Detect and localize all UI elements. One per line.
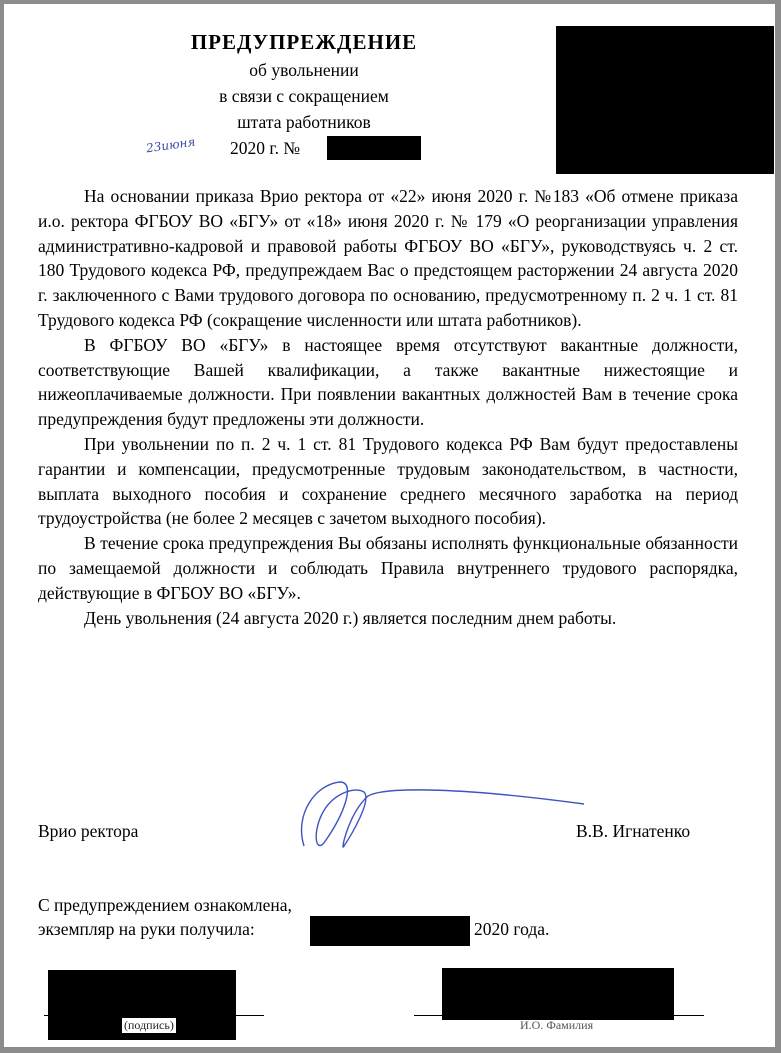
paragraph-1: На основании приказа Врио ректора от «22» июня 2020 г. №183 «Об отмене приказа и.о. ректора ФГБОУ ВО «БГУ» от «18» июня 2020 г. № 179 «О реорганизации управления административно-кадровой и правовой работы ФГБОУ ВО «БГУ», руководствуясь ч. 2 ст. 180 Трудового кодекса РФ, предупреждаем Вас о предстоящем расторжении 24 августа 2020 г. заключенного с Вами трудового договора по основанию, предусмотренному п. 2 ч. 1 ст. 81 Трудового кодекса РФ (сокращение численности или штата работников). bbox=[38, 186, 738, 330]
ack-line-1: С предупреждением ознакомлена, bbox=[38, 895, 292, 915]
date-year-number: 2020 г. № bbox=[230, 138, 301, 158]
signature-caption: (подпись) bbox=[124, 1018, 174, 1032]
signer-position: Врио ректора bbox=[38, 821, 139, 841]
signer-name: В.В. Игнатенко bbox=[576, 821, 691, 841]
name-line bbox=[414, 1015, 704, 1016]
handwritten-date: 23июня bbox=[145, 134, 197, 156]
subtitle-line-3: штата работников bbox=[237, 112, 371, 132]
signature-scribble bbox=[286, 774, 596, 864]
subtitle-line-2: в связи с сокращением bbox=[219, 86, 389, 106]
document-page bbox=[4, 4, 775, 1047]
paragraph-5: День увольнения (24 августа 2020 г.) является последним днем работы. bbox=[84, 607, 617, 628]
redacted-ack-date bbox=[310, 916, 470, 946]
ack-line-2-prefix: экземпляр на руки получила: bbox=[38, 919, 255, 939]
subtitle-line-1: об увольнении bbox=[249, 60, 359, 80]
paragraph-2: В ФГБОУ ВО «БГУ» в настоящее время отсутствуют вакантные должности, соответствующие Вашей квалификации, а также вакантные нижестоящие и нижеоплачиваемые должности. При появлении вакантных должностей Вам в течение срока предупреждения будут предложены эти должности. bbox=[38, 334, 738, 430]
paragraph-4: В течение срока предупреждения Вы обязаны исполнять функциональные обязанности по замещаемой должности и соблюдать Правила внутреннего трудового распорядка, действующие в ФГБОУ ВО «БГУ». bbox=[38, 533, 738, 603]
redacted-number bbox=[327, 136, 421, 160]
paragraph-3: При увольнении по п. 2 ч. 1 ст. 81 Трудового кодекса РФ Вам будут предоставлены гарантии и компенсации, предусмотренные трудовым законодательством, в частности, выплата выходного пособия и сохранение среднего месячного заработка на период трудоустройства (не более 2 месяцев с зачетом выходного пособия). bbox=[38, 433, 738, 529]
ack-line-2-suffix: 2020 года. bbox=[474, 919, 550, 939]
doc-title: ПРЕДУПРЕЖДЕНИЕ bbox=[190, 30, 418, 54]
redacted-addressee-block bbox=[556, 26, 774, 174]
redacted-name-field bbox=[442, 968, 674, 1020]
doc-body bbox=[38, 184, 738, 630]
signature-line bbox=[44, 1015, 264, 1016]
name-caption: И.О. Фамилия bbox=[520, 1018, 594, 1032]
